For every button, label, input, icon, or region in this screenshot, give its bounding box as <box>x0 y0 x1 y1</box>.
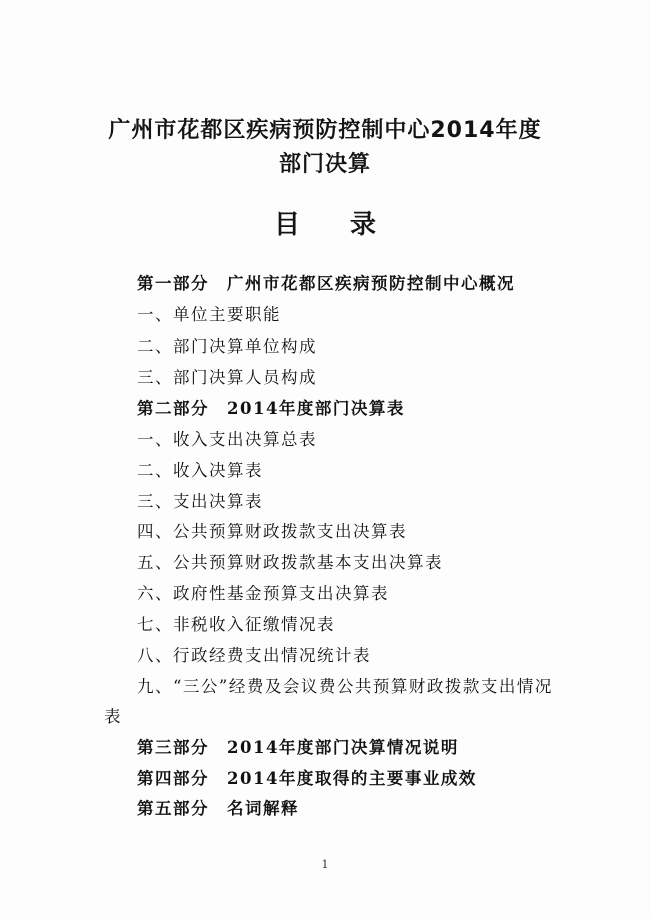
toc-part-1-title: 广州市花都区疾病预防控制中心概况 <box>227 274 515 293</box>
toc-part-3-label: 第三部分 <box>137 738 209 757</box>
toc-heading-char-2: 录 <box>350 210 377 240</box>
toc-heading-char-1: 目 <box>273 210 300 240</box>
toc-part-1-item: 三、部门决算人员构成 <box>137 368 317 387</box>
toc-part-5 <box>137 799 299 819</box>
toc-part-5-title: 名词解释 <box>227 799 299 818</box>
toc-part-2-item: 五、公共预算财政拨款基本支出决算表 <box>137 553 443 572</box>
toc-part-1 <box>137 274 515 294</box>
toc-part-3-title: 2014年度部门决算情况说明 <box>227 738 459 757</box>
toc-part-2 <box>137 399 405 419</box>
document-subtitle: 部门决算 <box>278 152 371 177</box>
toc-part-2-item-continuation: 表 <box>104 707 122 726</box>
toc-part-1-item: 二、部门决算单位构成 <box>137 337 317 356</box>
document-title: 广州市花都区疾病预防控制中心2014年度 <box>108 118 542 143</box>
toc-part-4-label: 第四部分 <box>137 769 209 788</box>
toc-part-3 <box>137 738 459 758</box>
toc-part-2-item: 六、政府性基金预算支出决算表 <box>137 584 389 603</box>
toc-part-2-item: 二、收入决算表 <box>137 461 263 480</box>
toc-part-1-item: 一、单位主要职能 <box>137 305 281 324</box>
toc-part-2-item: 一、收入支出决算总表 <box>137 430 317 449</box>
toc-part-2-label: 第二部分 <box>137 399 209 418</box>
toc-part-2-item: 九、“三公”经费及会议费公共预算财政拨款支出情况 <box>137 677 553 696</box>
page-number: 1 <box>321 858 329 871</box>
toc-part-4-title: 2014年度取得的主要事业成效 <box>227 769 477 788</box>
toc-part-2-title: 2014年度部门决算表 <box>227 399 405 418</box>
toc-part-5-label: 第五部分 <box>137 799 209 818</box>
toc-part-1-label: 第一部分 <box>137 274 209 293</box>
toc-part-2-item: 八、行政经费支出情况统计表 <box>137 646 371 665</box>
toc-part-2-item: 七、非税收入征缴情况表 <box>137 615 335 634</box>
toc-part-2-item: 四、公共预算财政拨款支出决算表 <box>137 522 407 541</box>
toc-part-4 <box>137 769 477 789</box>
toc-part-2-item: 三、支出决算表 <box>137 492 263 511</box>
